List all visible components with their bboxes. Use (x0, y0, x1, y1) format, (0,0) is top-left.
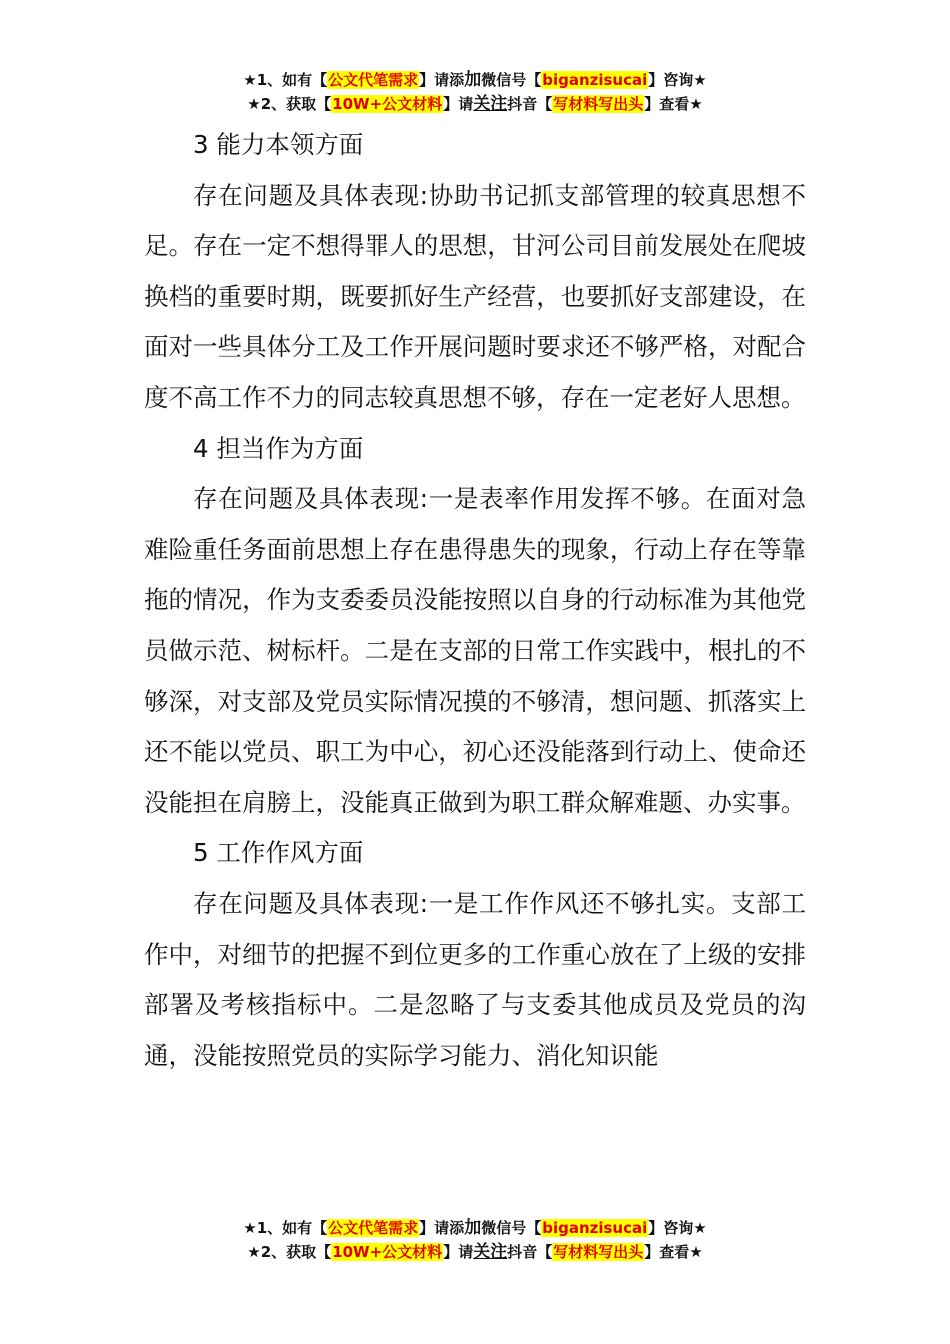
banner-text: ★2、获取【 (247, 95, 332, 113)
banner-emphasis: 加 (464, 1218, 482, 1238)
banner-emphasis: 加 (464, 70, 482, 90)
document-body (144, 120, 806, 1081)
banner-line-2 (0, 92, 950, 116)
section-paragraph: 存在问题及具体表现:一是工作作风还不够扎实。支部工作中，对细节的把握不到位更多的工作重心放在了上级的安排部署及考核指标中。二是忽略了与支委其他成员及党员的沟通，没能按照党员的实际学习能力、消化知识能 (144, 888, 806, 1070)
banner-highlight: 写材料写出头 (553, 95, 644, 113)
banner-text: ★1、如有【 (243, 71, 328, 89)
banner-text: 微信号【 (481, 1219, 542, 1237)
banner-text: 】请添 (419, 71, 465, 89)
banner-highlight: 10W+公文材料 (332, 95, 443, 113)
banner-text: 抖音【 (507, 1243, 553, 1261)
banner-emphasis: 关注 (473, 1242, 508, 1262)
banner-text: 】咨询★ (648, 71, 707, 89)
banner-text: 】请 (443, 1243, 474, 1261)
banner-text: 微信号【 (481, 71, 542, 89)
banner-text: ★1、如有【 (243, 1219, 328, 1237)
section-paragraph: 存在问题及具体表现:协助书记抓支部管理的较真思想不足。存在一定不想得罪人的思想，甘河公司目前发展处在爬坡换档的重要时期，既要抓好生产经营，也要抓好支部建设，在面对一些具体分工及工作开展问题时要求还不够严格，对配合度不高工作不力的同志较真思想不够，存在一定老好人思想。 (144, 180, 806, 412)
banner-highlight: 写材料写出头 (553, 1243, 644, 1261)
banner-text: 】请 (443, 95, 474, 113)
banner-line-2 (0, 1240, 950, 1264)
banner-line-1 (0, 68, 950, 92)
banner-highlight: biganzisucai (542, 71, 648, 89)
banner-text: ★2、获取【 (247, 1243, 332, 1261)
section-heading: 3 能力本领方面 (193, 130, 364, 159)
banner-text: 】咨询★ (648, 1219, 707, 1237)
banner-line-1 (0, 1216, 950, 1240)
section-paragraph: 存在问题及具体表现:一是表率作用发挥不够。在面对急难险重任务面前思想上存在患得患失的现象，行动上存在等靠拖的情况，作为支委委员没能按照以自身的行动标准为其他党员做示范、树标杆。二是在支部的日常工作实践中，根扎的不够深，对支部及党员实际情况摸的不够清，想问题、抓落实上还不能以党员、职工为中心，初心还没能落到行动上、使命还没能担在肩膀上，没能真正做到为职工群众解难题、办实事。 (144, 484, 806, 817)
section-heading: 5 工作作风方面 (193, 838, 364, 868)
banner-highlight: 10W+公文材料 (332, 1243, 443, 1261)
banner-text: 】请添 (419, 1219, 465, 1237)
banner-highlight: biganzisucai (542, 1219, 648, 1237)
footer-banner (0, 1216, 950, 1264)
banner-text: 】查看★ (644, 95, 703, 113)
header-banner (0, 68, 950, 116)
banner-highlight: 公文代笔需求 (328, 1219, 419, 1237)
banner-text: 抖音【 (507, 95, 553, 113)
banner-emphasis: 关注 (473, 94, 508, 114)
section-heading: 4 担当作为方面 (193, 433, 364, 463)
banner-highlight: 公文代笔需求 (328, 71, 419, 89)
banner-text: 】查看★ (644, 1243, 703, 1261)
